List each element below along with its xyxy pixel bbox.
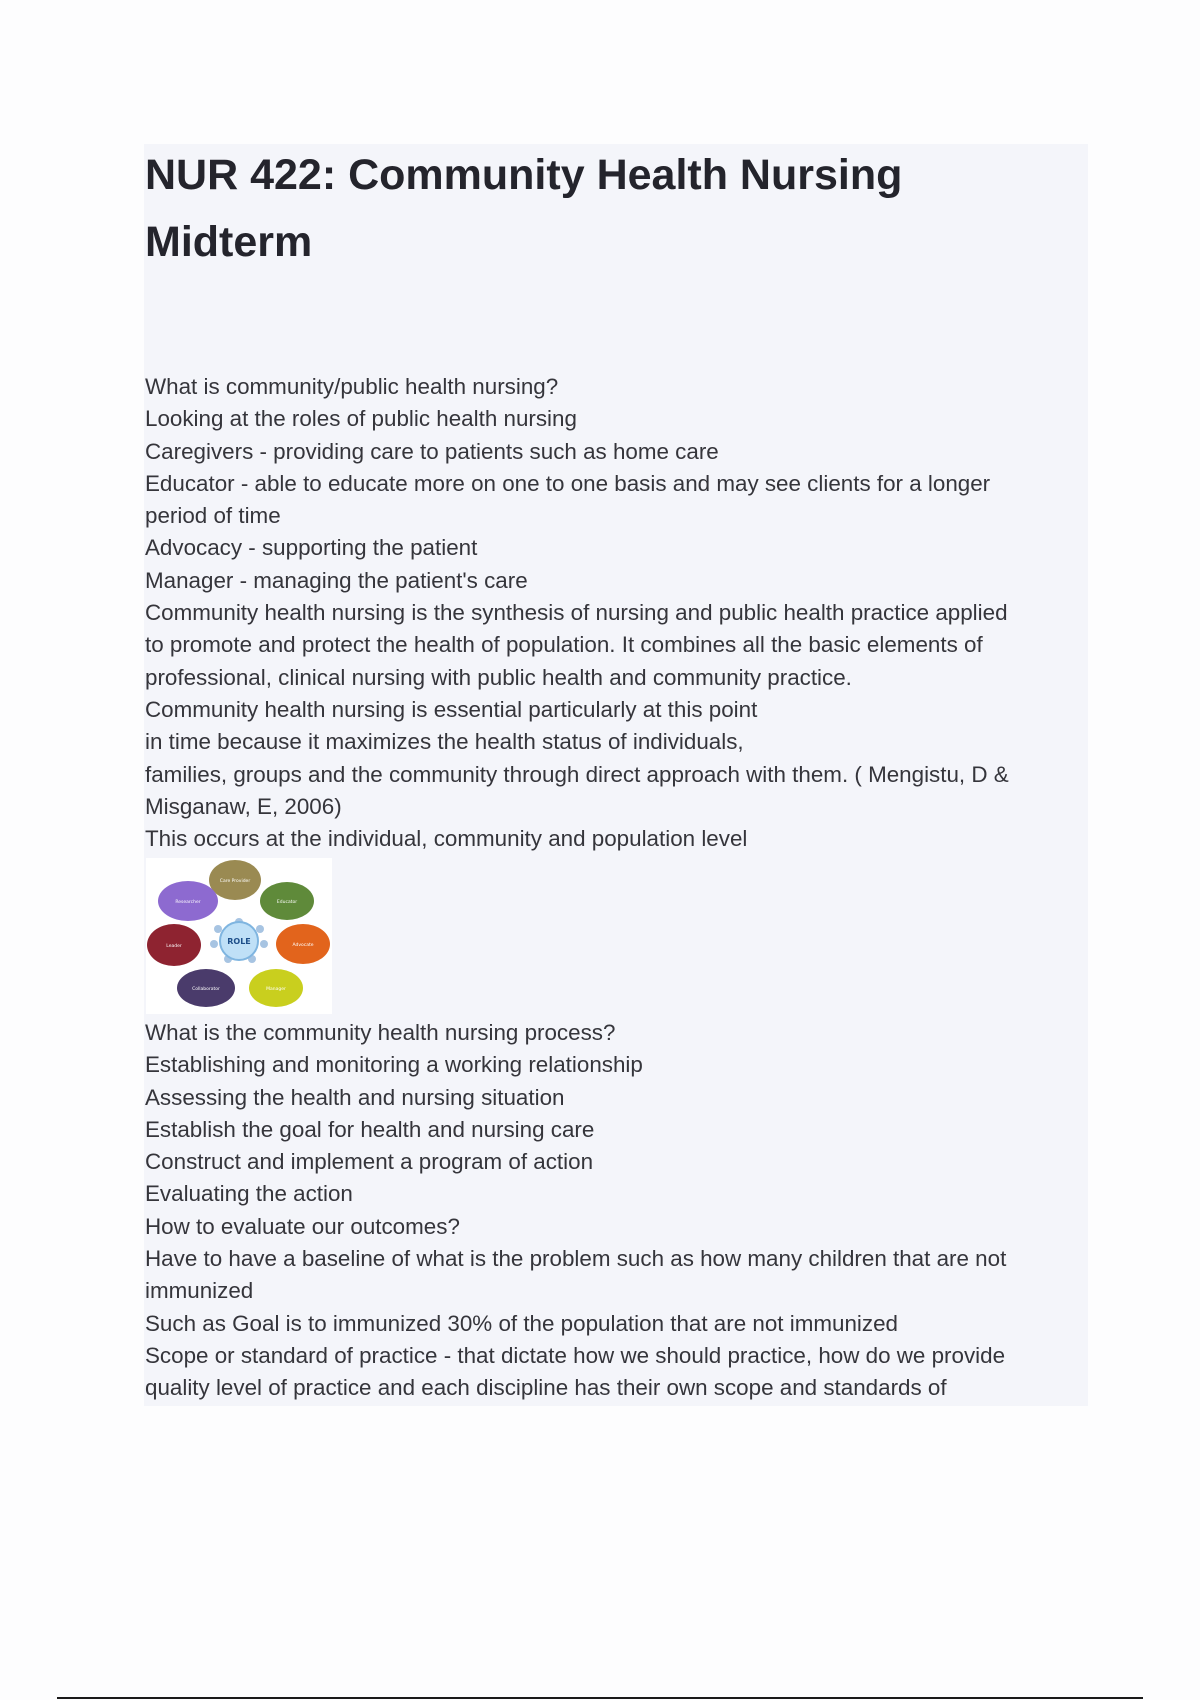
text-line: Such as Goal is to immunized 30% of the population that are not immunized bbox=[145, 1310, 898, 1336]
role-node-label: Researcher bbox=[175, 900, 201, 905]
role-node-label: Manager bbox=[266, 987, 286, 992]
role-center-label: ROLE bbox=[227, 937, 251, 946]
role-node-advocate bbox=[276, 924, 330, 964]
roles-diagram bbox=[146, 858, 332, 1014]
document-title: NUR 422: Community Health Nursing Midterm bbox=[145, 151, 903, 266]
role-node-label: Educator bbox=[276, 900, 298, 905]
role-node-researcher bbox=[158, 881, 218, 921]
role-node-manager bbox=[249, 969, 303, 1007]
role-node-label: Care Provider bbox=[219, 879, 251, 884]
text-line: professional, clinical nursing with public health and community practice. bbox=[145, 664, 852, 690]
text-line: families, groups and the community through direct approach with them. ( Mengistu, D & bbox=[145, 761, 1009, 787]
roles-diagram-svg bbox=[146, 858, 332, 1014]
section-community-health-nursing bbox=[145, 371, 1080, 855]
text-line: Assessing the health and nursing situation bbox=[145, 1084, 565, 1110]
text-line: Looking at the roles of public health nursing bbox=[145, 406, 577, 432]
text-line: What is community/public health nursing? bbox=[145, 374, 559, 399]
text-line: This occurs at the individual, community and population level bbox=[145, 826, 748, 852]
text-line: Caregivers - providing care to patients such as home care bbox=[145, 438, 719, 464]
text-line: Advocacy - supporting the patient bbox=[145, 535, 478, 561]
text-line: to promote and protect the health of population. It combines all the basic elements of bbox=[145, 632, 983, 658]
text-line: Have to have a baseline of what is the problem such as how many children that are not bbox=[145, 1246, 1007, 1272]
role-center bbox=[220, 922, 258, 960]
role-node-label: Advocate bbox=[292, 943, 314, 948]
section-nursing-process bbox=[145, 1017, 1080, 1405]
text-line: Construct and implement a program of action bbox=[145, 1149, 594, 1175]
role-node-label: Leader bbox=[166, 944, 182, 949]
text-line: Educator - able to educate more on one to one basis and may see clients for a longer bbox=[145, 470, 991, 496]
text-line: Manager - managing the patient's care bbox=[145, 567, 528, 593]
text-line: Scope or standard of practice - that dictate how we should practice, how do we provide bbox=[145, 1342, 1006, 1368]
text-line: Community health nursing is essential particularly at this point bbox=[145, 696, 758, 722]
page-bottom-rule bbox=[57, 1697, 1143, 1699]
role-node-educator bbox=[260, 882, 314, 920]
role-node-label: Collaborator bbox=[192, 987, 220, 992]
text-line: quality level of practice and each discipline has their own scope and standards of bbox=[145, 1375, 947, 1401]
text-line: What is the community health nursing process? bbox=[145, 1020, 616, 1045]
text-line: Establish the goal for health and nursing care bbox=[145, 1116, 595, 1142]
text-line: How to evaluate our outcomes? bbox=[145, 1213, 460, 1239]
text-line: Evaluating the action bbox=[145, 1181, 353, 1207]
text-line: Establishing and monitoring a working relationship bbox=[145, 1052, 643, 1078]
text-line: immunized bbox=[145, 1278, 254, 1304]
text-line: Misganaw, E, 2006) bbox=[145, 793, 342, 819]
text-line: in time because it maximizes the health status of individuals, bbox=[145, 729, 744, 755]
text-line: Community health nursing is the synthesis of nursing and public health practice applied bbox=[145, 600, 1008, 626]
role-node-care-provider bbox=[209, 860, 261, 900]
text-line: period of time bbox=[145, 503, 281, 529]
role-node-collaborator bbox=[177, 969, 235, 1007]
role-node-leader bbox=[147, 924, 201, 966]
